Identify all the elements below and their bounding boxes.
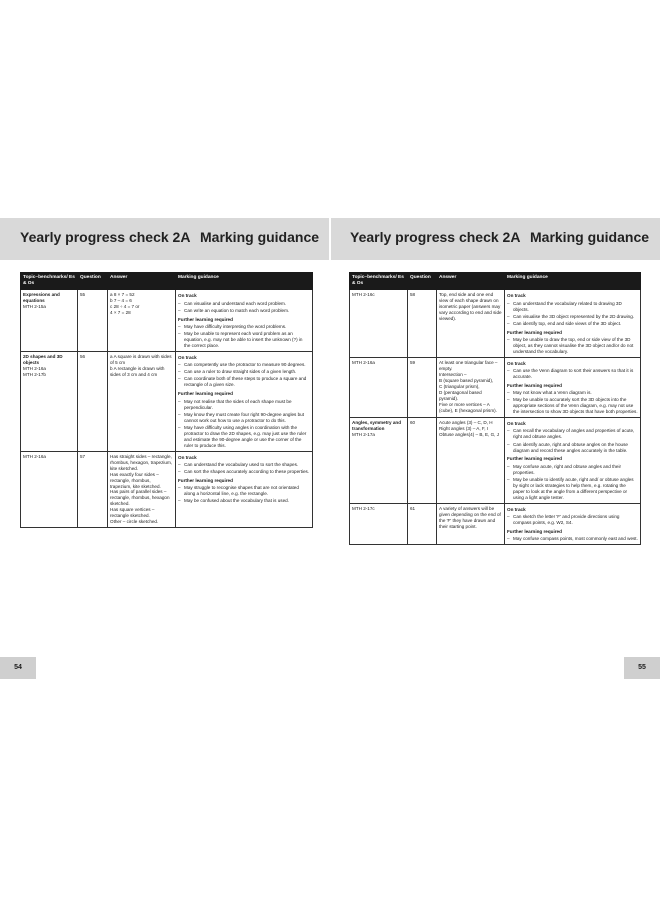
- guidance-point: – May not realise that the sides of each shape must be perpendicular.: [178, 399, 310, 411]
- answer-line: Has exactly four sides – rectangle, rhombus, trapezium, kite sketched.: [110, 471, 161, 489]
- table-header-row: [21, 273, 313, 290]
- answer-line: b 7 – 4 = 6: [110, 298, 132, 304]
- further-learning-heading: Further learning required: [178, 477, 233, 483]
- further-learning-heading: Further learning required: [178, 391, 233, 397]
- answer-line: a A square is drawn with sides of 5 cm: [110, 353, 172, 365]
- topic-title: Angles, symmetry and transformation: [352, 420, 402, 432]
- on-track-list: [507, 514, 638, 526]
- further-learning-heading: Further learning required: [507, 383, 562, 389]
- question-number: 59: [408, 357, 437, 417]
- benchmark-code: MTH 2-17c: [352, 505, 375, 511]
- answer-line: At least one triangular face – empty.: [439, 359, 498, 371]
- guidance-point: – Can write an equation to match each word problem.: [178, 308, 310, 314]
- benchmark-code: MTH 2-16a: [352, 359, 375, 365]
- left-page-subtitle: Marking guidance: [200, 229, 320, 245]
- further-learning-list: [507, 390, 638, 415]
- guidance-point: – Can visualise and understand each word problem.: [178, 301, 310, 307]
- on-track-list: [178, 362, 310, 388]
- answer-cell: [437, 503, 505, 544]
- guidance-point: – Can sort the shapes accurately according to these properties.: [178, 469, 310, 475]
- on-track-heading: On track: [507, 506, 526, 512]
- column-header-guidance: Marking guidance: [505, 273, 641, 290]
- guidance-point: – May confuse acute, right and obtuse angles and their properties.: [507, 464, 638, 476]
- topic-cell: [21, 451, 78, 528]
- guidance-point: – Can recall the vocabulary of angles and properties of acute, right and obtuse angles.: [507, 428, 638, 440]
- further-learning-list: [507, 536, 638, 542]
- guidance-point: – May be unable to draw the top, end or side view of the 3D object, as they cannot visualise the 3D object and/or do not understand the vocabulary.: [507, 337, 638, 355]
- on-track-list: [507, 368, 638, 380]
- left-page-number: 54: [0, 657, 36, 679]
- answer-line: b A rectangle is drawn with sides of 3 cm and 4 cm: [110, 365, 165, 377]
- table-row: [21, 451, 313, 528]
- benchmark-code: MTH 2-17b: [23, 371, 46, 377]
- answer-line: Has pairs of parallel sides – rectangle, rhombus, hexagon sketched.: [110, 489, 170, 507]
- answer-cell: [437, 290, 505, 357]
- answer-line: 4 × 7 = 28: [110, 310, 131, 316]
- on-track-heading: On track: [507, 421, 526, 427]
- answer-line: Obtuse angles(4) – B, E, G, J: [439, 432, 500, 438]
- further-learning-list: [178, 324, 310, 349]
- question-number: 61: [408, 503, 437, 544]
- guidance-point: – Can use a ruler to draw straight sides of a given length.: [178, 369, 310, 375]
- table-header-row: [350, 273, 641, 290]
- guidance-point: – Can understand the vocabulary used to sort the shapes.: [178, 462, 310, 468]
- further-learning-heading: Further learning required: [507, 528, 562, 534]
- on-track-heading: On track: [178, 354, 197, 360]
- guidance-point: – Can coordinate both of these steps to produce a square and rectangle of a given size.: [178, 376, 310, 388]
- guidance-point: – May have difficulty using angles in coordination with the protractor to draw the 2D shapes, e.g. may just use the ruler and estimate the 90-degree angle or use the corner of the ruler to produce this.: [178, 425, 310, 449]
- guidance-point: – May confuse compass points, most commonly east and west.: [507, 536, 638, 542]
- column-header-question: Question: [78, 273, 108, 290]
- guidance-cell: [505, 503, 641, 544]
- benchmark-code: MTH 2-16a: [23, 453, 46, 459]
- guidance-point: – Can sketch the letter 'F' and provide directions using compass points, e.g. W2, S4.: [507, 514, 638, 526]
- answer-cell: [437, 357, 505, 417]
- answer-line: D (pentagonal based pyramid).: [439, 389, 482, 401]
- question-number: 55: [78, 290, 108, 352]
- answer-cell: [108, 290, 176, 352]
- answer-line: B (square based pyramid),: [439, 377, 494, 383]
- column-header-answer: Answer: [437, 273, 505, 290]
- guidance-point: – May have difficulty interpreting the word problems.: [178, 324, 310, 330]
- on-track-heading: On track: [507, 293, 526, 299]
- guidance-cell: [176, 451, 313, 528]
- guidance-point: – Can identify acute, right and obtuse angles on the house diagram and record these angles accurately in the table.: [507, 442, 638, 454]
- topic-cell: [350, 418, 408, 503]
- on-track-heading: On track: [507, 360, 526, 366]
- further-learning-list: [178, 399, 310, 449]
- on-track-heading: On track: [178, 454, 197, 460]
- further-learning-heading: Further learning required: [507, 329, 562, 335]
- guidance-point: – May be confused about the vocabulary that is used.: [178, 498, 310, 504]
- answer-cell: [108, 351, 176, 451]
- answer-line: a 8 × 7 = 52: [110, 292, 135, 298]
- answer-line: C (triangular prism),: [439, 383, 480, 389]
- left-marking-table: [20, 272, 313, 528]
- table-row: [350, 357, 641, 417]
- further-learning-list: [178, 485, 310, 504]
- topic-cell: [350, 503, 408, 544]
- column-header-question: Question: [408, 273, 437, 290]
- column-header-topic: Topic–benchmarks/ Es & Os: [21, 273, 78, 290]
- guidance-cell: [505, 357, 641, 417]
- question-number: 58: [408, 290, 437, 357]
- guidance-cell: [176, 351, 313, 451]
- further-learning-heading: Further learning required: [178, 316, 233, 322]
- guidance-point: – May know they must create four right 90-degree angles but cannot work out how to use a protractor to do this.: [178, 412, 310, 424]
- on-track-list: [178, 462, 310, 475]
- guidance-cell: [505, 418, 641, 503]
- answer-line: Has square vertices – rectangle sketched.: [110, 507, 155, 519]
- guidance-point: – May not know what a Venn diagram is.: [507, 390, 638, 396]
- guidance-point: – Can understand the vocabulary related to drawing 3D objects.: [507, 301, 638, 313]
- right-page-title: Yearly progress check 2A: [350, 229, 521, 245]
- table-row: [21, 290, 313, 352]
- column-header-guidance: Marking guidance: [176, 273, 313, 290]
- answer-line: c 28 ÷ 4 = 7 or: [110, 304, 140, 310]
- question-number: 60: [408, 418, 437, 503]
- topic-title: Expressions and equations: [23, 292, 60, 304]
- on-track-list: [507, 301, 638, 327]
- benchmark-code: MTH 2-15a: [23, 304, 46, 310]
- right-page-subtitle: Marking guidance: [530, 229, 650, 245]
- guidance-point: – May struggle to recognise shapes that are not orientated along a horizontal line, e.g. the rectangle.: [178, 485, 310, 497]
- question-number: 57: [78, 451, 108, 528]
- table-row: [350, 503, 641, 544]
- benchmark-code: MTH 2-16a: [23, 365, 46, 371]
- guidance-point: – May be unable to represent each word problem as an equation, e.g. may not be able to insert the unknown (?) in the correct place.: [178, 331, 310, 349]
- guidance-cell: [176, 290, 313, 352]
- question-number: 56: [78, 351, 108, 451]
- guidance-point: – Can competently use the protractor to measure 90 degrees.: [178, 362, 310, 368]
- guidance-point: – Can use the Venn diagram to sort their answers so that it is accurate.: [507, 368, 638, 380]
- benchmark-code: MTH 2-17a: [352, 432, 375, 438]
- topic-cell: [350, 290, 408, 357]
- right-page-number: 55: [624, 657, 660, 679]
- topic-cell: [21, 290, 78, 352]
- answer-line: Five or more vertices – A (cube), E (hexagonal prism).: [439, 401, 497, 413]
- guidance-point: – Can identify top, end and side views of the 3D object.: [507, 321, 638, 327]
- left-page-title: Yearly progress check 2A: [20, 229, 191, 245]
- guidance-point: – May be unable to identify acute, right and/ or obtuse angles by sight or lack strategies to help them, e.g. rotating the paper to look at the angle from a different perspective or using a light angle tester.: [507, 477, 638, 501]
- topic-title: 2D shapes and 3D objects: [23, 353, 63, 365]
- page-gutter: [329, 218, 331, 260]
- answer-line: Has straight sides – rectangle, rhombus, hexagon, trapezium, kite sketched.: [110, 453, 173, 471]
- answer-line: Top, end side and one end view of each shape drawn on isometric paper (answers may vary according to end and side viewed).: [439, 292, 502, 322]
- guidance-point: – May be unable to accurately sort the 3D objects into the appropriate sections of the Venn diagram, e.g. may not use the intersection to show 3D objects that have both properties.: [507, 397, 638, 415]
- on-track-heading: On track: [178, 293, 197, 299]
- column-header-answer: Answer: [108, 273, 176, 290]
- topic-cell: [350, 357, 408, 417]
- answer-line: Other – circle sketched.: [110, 519, 159, 525]
- further-learning-heading: Further learning required: [507, 456, 562, 462]
- topic-cell: [21, 351, 78, 451]
- answer-line: A variety of answers will be given depending on the end of the 'F' they have drawn and their starting point.: [439, 505, 501, 529]
- guidance-point: – Can visualise the 3D object represented by the 2D drawing.: [507, 314, 638, 320]
- further-learning-list: [507, 337, 638, 355]
- table-row: [350, 290, 641, 357]
- answer-cell: [108, 451, 176, 528]
- right-marking-table: [349, 272, 641, 545]
- table-row: [350, 418, 641, 503]
- column-header-topic: Topic–benchmarks/ Es & Os: [350, 273, 408, 290]
- further-learning-list: [507, 464, 638, 501]
- table-row: [21, 351, 313, 451]
- answer-line: Right angles (3) – A, F, I: [439, 426, 489, 432]
- benchmark-code: MTH 2-16c: [352, 292, 375, 298]
- on-track-list: [178, 301, 310, 314]
- on-track-list: [507, 428, 638, 453]
- answer-cell: [437, 418, 505, 503]
- guidance-cell: [505, 290, 641, 357]
- answer-line: Intersection –: [439, 371, 467, 377]
- answer-line: Acute angles (3) – C, D, H: [439, 420, 493, 426]
